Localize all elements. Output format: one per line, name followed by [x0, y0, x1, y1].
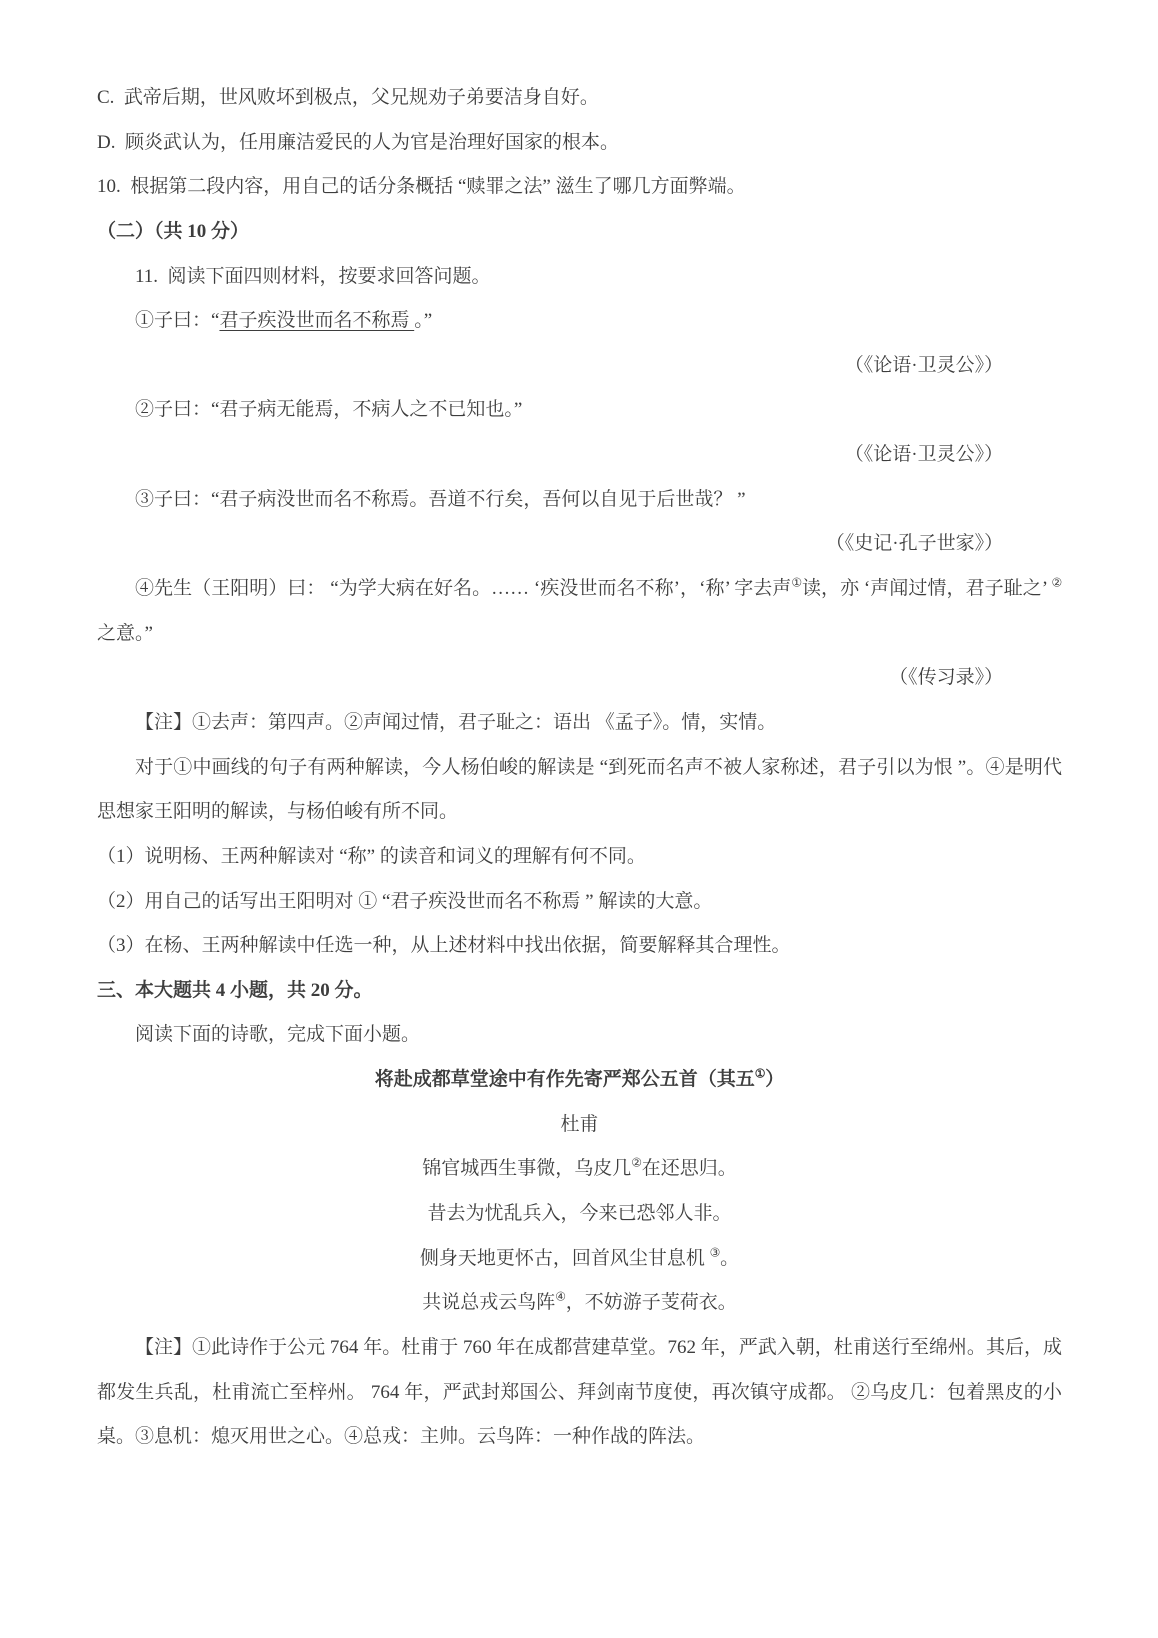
superscript-marker: ②: [1051, 576, 1062, 590]
text-run: （3）在杨、王两种解读中任选一种，从上述材料中找出依据，简要解释其合理性。: [97, 935, 791, 957]
text-run: 【注】①去声：第四声。②声闻过情，君子耻之：语出 《孟子》。情，实情。: [135, 711, 777, 733]
poem-line-1: [97, 1147, 1062, 1192]
text-run: （《传习录》）: [889, 667, 1004, 689]
text-run: （2）用自己的话写出王阳明对 ① “君子疾没世而名不称焉 ” 解读的大意。: [97, 890, 713, 912]
text-run: 10. 根据第二段内容，用自己的话分条概括 “赎罪之法” 滋生了哪几方面弊端。: [97, 176, 746, 198]
text-run: 将赴成都草堂途中有作先寄严郑公五首（其五: [374, 1069, 755, 1091]
source-2: [97, 433, 1062, 478]
material-2: [97, 388, 1062, 433]
text-run: ③子曰：“君子病没世而名不称焉。吾道不行矣，吾何以自见于后世哉？ ”: [135, 488, 746, 510]
text-run: 昔去为忧乱兵入，今来已恐邻人非。: [427, 1203, 732, 1225]
superscript-marker: ③: [709, 1246, 721, 1260]
source-1: [97, 344, 1062, 389]
text-run: ①子曰：“: [135, 310, 220, 332]
text-run: 【注】①此诗作于公元 764 年。杜甫于 760 年在成都营建草堂。762 年，严武入朝，杜甫送行至绵州。其后，成都发生兵乱，杜甫流亡至梓州。 764 年，严武封郑国公、拜剑南节度使，再次镇守成都。 ②乌皮几：包着黑皮的小桌。③息机：熄灭用世之心。④总戎：主帅。云鸟阵：一种作战的阵法。: [97, 1336, 1062, 1448]
note-2: [97, 1326, 1062, 1460]
poem-line-3: [97, 1237, 1062, 1282]
text-run: 杜甫: [560, 1113, 599, 1135]
text-run: 。: [720, 1247, 740, 1269]
question-11: [97, 255, 1062, 300]
poem-instruction: [97, 1013, 1062, 1058]
section-2-header: [97, 210, 1062, 255]
text-run: 锦官城西生事微，乌皮几: [422, 1158, 632, 1180]
text-run: （二）（共 10 分）: [97, 220, 250, 242]
poem-author: [97, 1103, 1062, 1148]
text-run: 之意。”: [97, 622, 153, 644]
question-10: [97, 165, 1062, 210]
explanation: [97, 746, 1062, 835]
material-1: [97, 299, 1062, 344]
text-run: ）: [765, 1069, 785, 1091]
text-run: 三、本大题共 4 小题，共 20 分。: [97, 979, 373, 1001]
text-run: 阅读下面的诗歌，完成下面小题。: [135, 1024, 421, 1046]
material-4: [97, 567, 1062, 656]
text-run: 在还思归。: [641, 1158, 737, 1180]
text-run: 侧身天地更怀古，回首风尘甘息机: [419, 1247, 710, 1269]
text-run: （《史记·孔子世家》）: [825, 533, 1004, 555]
option-d: [97, 121, 1062, 166]
sub-question-1: [97, 835, 1062, 880]
sub-question-3: [97, 924, 1062, 969]
text-run: 读，亦 ‘声闻过情，君子耻之’: [801, 578, 1052, 600]
superscript-marker: ④: [555, 1290, 566, 1304]
source-3: [97, 522, 1062, 567]
poem-line-2: [97, 1192, 1062, 1237]
underlined-text: 君子疾没世而名不称焉: [219, 310, 415, 332]
text-run: （《论语·卫灵公》）: [844, 444, 1004, 466]
text-run: 对于①中画线的句子有两种解读，今人杨伯峻的解读是 “到死而名声不被人家称述，君子引以为恨 ”。④是明代思想家王阳明的解读，与杨伯峻有所不同。: [97, 756, 1062, 823]
text-run: ②子曰：“君子病无能焉，不病人之不已知也。”: [135, 399, 523, 421]
sub-question-2: [97, 880, 1062, 925]
text-run: D. 顾炎武认为，任用廉洁爱民的人为官是治理好国家的根本。: [97, 131, 619, 153]
text-run: （《论语·卫灵公》）: [844, 354, 1004, 376]
note-1: [97, 701, 1062, 746]
text-run: C. 武帝后期，世风败坏到极点，父兄规劝子弟要洁身自好。: [97, 87, 599, 108]
superscript-marker: ②: [631, 1157, 642, 1171]
option-c: [97, 76, 1062, 121]
document-content: [97, 76, 1062, 1460]
text-run: ，不妨游子芰荷衣。: [565, 1292, 737, 1314]
text-run: 11. 阅读下面四则材料，按要求回答问题。: [135, 265, 491, 287]
source-4: [97, 656, 1062, 701]
superscript-marker: ①: [754, 1067, 766, 1081]
poem-title: [97, 1058, 1062, 1103]
text-run: ④先生（王阳明）曰： “为学大病在好名。…… ‘疾没世而名不称’，‘称’ 字去声: [135, 578, 792, 600]
material-3: [97, 478, 1062, 523]
text-run: 共说总戎云鸟阵: [422, 1292, 556, 1314]
poem-line-4: [97, 1281, 1062, 1326]
text-run: 。”: [414, 310, 433, 332]
section-3-header: [97, 969, 1062, 1014]
text-run: （1）说明杨、王两种解读对 “称” 的读音和词义的理解有何不同。: [97, 845, 646, 867]
superscript-marker: ①: [791, 576, 802, 590]
